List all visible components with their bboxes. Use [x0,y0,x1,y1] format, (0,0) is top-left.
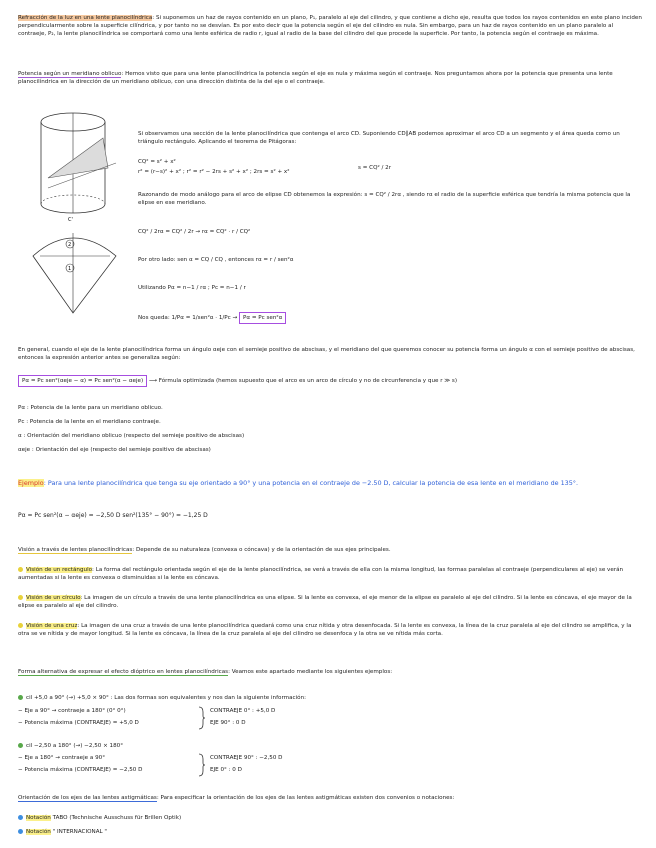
vision-item [18,566,642,582]
item-head: Visión de un círculo [26,595,81,601]
figure-label: 1 [68,266,72,272]
section-text: : Si suponemos un haz de rayos contenido en un plano, P₁, paralelo al eje del cilindro, y que contiene a dicho eje, resulta que todos los rayos contenidos en este plano inciden perpendicularmente sobre la superficie cilíndrica, y por tanto no se desvían. Es por esto decir que la potencia según el eje del cilindro es nula. Sin embargo, para un haz de rayos contenido en un plano paralelo al contraeje, P₂, la lente planocilíndrica se comportará como una lente esférica de radio r, igual al radio de la base del cilindro del que procede la superficie. Por tanto, la potencia según el contraeje es máxima. [18,15,642,37]
bullet-icon [18,567,23,572]
paragraph: En general, cuando el eje de la lente planocilíndrica forma un ángulo αeje con el semieje positivo de abscisas, y el meridiano del que queremos conocer su potencia forma un ángulo α con el semieje positivo de abscisas, entonces la expresión anterior antes se generaliza según: [18,347,635,361]
notation-item: Notación " INTERNACIONAL " [18,828,107,836]
section-title: Forma alternativa de expresar el efecto dióptrico en lentes planocilíndricas [18,669,229,675]
equation: Nos queda: 1/Pα = 1/sen²α · 1/Pc → [138,315,238,321]
section-title: Refracción de la luz en una lente planocilíndrica [18,15,153,21]
cylinder-diagram [28,108,128,318]
section-text: : Veamos este apartado mediante los siguientes ejemplos: [228,669,393,675]
brace-icon [198,706,206,730]
derivation-text [138,130,638,146]
section-title: Potencia según un meridiano oblicuo [18,71,122,77]
paragraph: Razonando de modo análogo para el arco de elipse CD obtenemos la expresión: s = CQ² / 2rα , siendo rα el radio de la superficie esférica que tendría la misma potencia que la elipse en ese meridiano. [138,192,631,206]
section-title: Orientación de los ejes de las lentes astigmáticas [18,795,157,801]
arrow-icon: ⟶ [148,378,157,384]
bullet-icon [18,743,23,748]
section-vision [18,546,642,554]
alt-example-result: CONTRAEJE 90° : −2,50 D [210,755,283,761]
brace-icon [198,753,206,777]
section-title: Visión a través de lentes planocilíndricas [18,547,133,553]
equation: r² = (r−s)² + x² ; r² = r² − 2rs + s² + x² ; 2rs = s² + x² [138,169,290,175]
general-formula: Pα = Pc sen²(αeje − α) = Pc sen²(α − αeje) [18,375,147,387]
alt-example-result: EJE 0° : 0 D [210,767,242,773]
section-text: : Depende de su naturaleza (convexa o cóncava) y de la orientación de sus ejes principales. [132,547,391,553]
equation: s = CQ² / 2r [358,165,392,171]
section-alternative [18,668,642,676]
alt-example-line: − Eje a 180° → contraeje a 90° [18,755,105,761]
definition-item: Pα : Potencia de la lente para un meridiano oblicuo. [18,405,163,411]
example-label: Ejemplo [18,479,44,487]
equation-row [138,312,286,324]
item-text: : La forma del rectángulo orientada según el eje de la lente planocilíndrica, se verá a través de ella con la misma longitud, las formas paralelas al contraeje (perpendiculares al eje) se verán aumentadas si la lente es convexa o disminuidas si la lente es cóncava. [18,567,624,581]
bullet-icon [18,829,23,834]
alt-example-line: − Potencia máxima (CONTRAEJE) = +5,0 D [18,720,139,726]
paragraph: Si observamos una sección de la lente planocilíndrica que contenga el arco CD. Suponiendo CD∥AB podemos aproximar el arco CD a un segmento y el área queda como un triángulo rectángulo. Aplicando el teorema de Pitágoras: [138,131,620,145]
example-text: : Para una lente planocilíndrica que tenga su eje orientado a 90° y una potencia en el contraeje de −2.50 D, calcular la potencia de esa lente en el meridiano de 135°. [43,479,579,487]
section-refraction [18,14,642,38]
bullet-icon [18,695,23,700]
bullet-icon [18,623,23,628]
item-head: Visión de una cruz [26,623,78,629]
bullet-icon [18,815,23,820]
section-text: : Para especificar la orientación de los ejes de las lentes astigmáticas existen dos convenios o notaciones: [156,795,455,801]
bullet-icon [18,595,23,600]
equation: CQ² / 2rα = CQ² / 2r → rα = CQ² · r / CQ² [138,229,251,235]
item-text: : La imagen de un círculo a través de una lente planocilíndrica es una elipse. Si la lente es convexa, el eje menor de la elipse es paralelo al eje del cilindro. Si la lente es cóncava, el eje mayor de la elipse es paralelo al eje del cilindro. [18,595,632,609]
notation-item: Notación TABO (Technische Ausschuss für Brillen Optik) [18,814,181,822]
derivation-text [138,191,638,207]
definition-item: Pc : Potencia de la lente en el meridiano contraeje. [18,419,161,425]
equation: CQ² = s² + x² [138,159,176,165]
figure-label: C' [68,217,73,223]
section-oblique [18,70,642,86]
alt-example-head: cil +5,0 a 90° (→) +5,0 × 90° : Las dos formas son equivalentes y nos dan la siguiente información: [18,694,306,702]
formula-note: Fórmula optimizada (hemos supuesto que el arco es un arco de círculo y no de circunferencia y que r ≫ s) [158,378,458,384]
vision-item [18,594,642,610]
equation: Utilizando Pα = n−1 / rα ; Pc = n−1 / r [138,285,246,291]
alt-example-result: CONTRAEJE 0° : +5,0 D [210,708,276,714]
alt-example-line: − Eje a 90° → contraeje a 180° (0° 0°) [18,708,126,714]
example-block [18,478,642,488]
section-orientation [18,794,642,802]
section-general [18,346,642,362]
definition-item: α : Orientación del meridiano oblicuo (respecto del semieje positivo de abscisas) [18,433,245,439]
item-head: Visión de un rectángulo [26,567,93,573]
general-formula-row [18,375,457,387]
section-text: : Hemos visto que para una lente planocilíndrica la potencia según el eje es nula y máxima según el contraeje. Nos preguntamos ahora por la potencia que presenta una lente planocilíndrica en la dirección de un meridiano oblicuo, con una dirección distinta de la del eje o el contraeje. [18,71,613,85]
vision-item [18,622,642,638]
definition-item: αeje : Orientación del eje (respecto del semieje positivo de abscisas) [18,447,211,453]
result-box: Pα = Pc sen²α [239,312,286,324]
equation: Por otro lado: sen α = CQ / CQ , entonces rα = r / sen²α [138,257,294,263]
figure-label: 2 [68,242,72,248]
item-text: : La imagen de una cruz a través de una lente planocilíndrica quedará como una cruz nítida y otra desenfocada. Si la lente es convexa, la línea de la cruz paralela al eje del cilindro se amplifica, y la otra se ve nítida y de mayor longitud. Si la lente es cóncava, la línea de la cruz paralela al eje del cilindro se desenfoca y la otra se ve nítida más corta. [18,623,632,637]
alt-example-line: − Potencia máxima (CONTRAEJE) = −2,50 D [18,767,143,773]
alt-example-head: cil −2,50 a 180° (→) −2,50 × 180° [18,742,123,750]
example-calculation: Pα = Pc sen²(α − αeje) = −2,50 D sen²(135° − 90°) = −1,25 D [18,512,208,519]
alt-example-result: EJE 90° : 0 D [210,720,246,726]
